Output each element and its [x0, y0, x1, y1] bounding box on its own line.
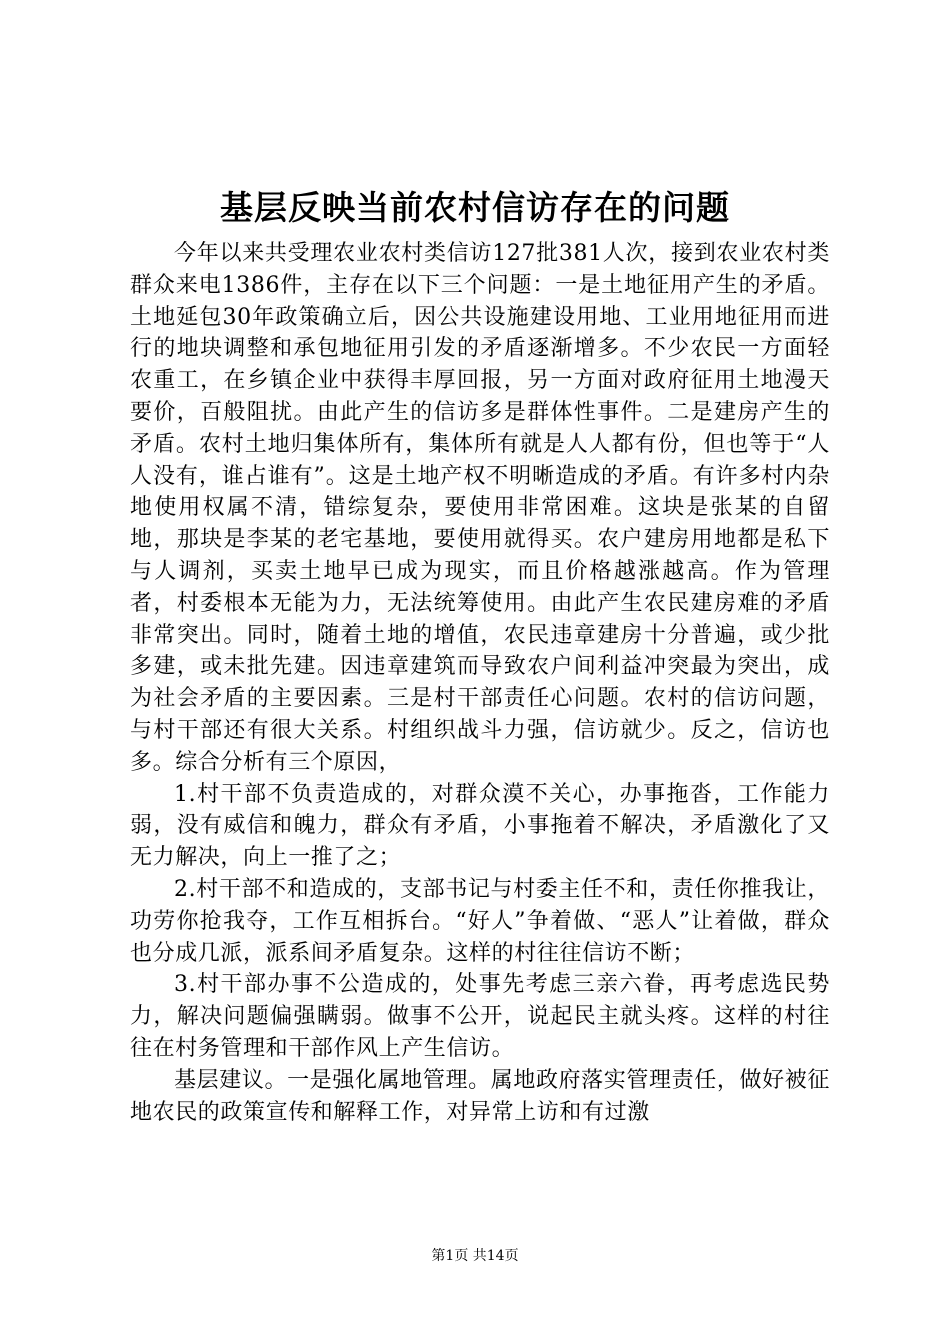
paragraph-reason-3: 3.村干部办事不公造成的，处事先考虑三亲六眷，再考虑选民势力，解决问题偏强瞒弱。做事不公开，说起民主就头疼。这样的村往往在村务管理和干部作风上产生信访。 [130, 972, 830, 1061]
paragraph-reason-2: 2.村干部不和造成的，支部书记与村委主任不和，责任你推我让，功劳你抢我夺，工作互相拆台。“好人”争着做、“恶人”让着做，群众也分成几派，派系间矛盾复杂。这样的村往往信访不断； [130, 876, 830, 966]
document-title: 基层反映当前农村信访存在的问题 [220, 188, 730, 227]
document-body [130, 238, 830, 1128]
paragraph-suggestions: 基层建议。一是强化属地管理。属地政府落实管理责任，做好被征地农民的政策宣传和解释工作，对异常上访和有过激 [130, 1067, 830, 1125]
paragraph-intro: 今年以来共受理农业农村类信访127批381人次，接到农业农村类群众来电1386件，主存在以下三个问题：一是土地征用产生的矛盾。土地延包30年政策确立后，因公共设施建设用地、工业用地征用而进行的地块调整和承包地征用引发的矛盾逐渐增多。不少农民一方面轻农重工，在乡镇企业中获得丰厚回报，另一方面对政府征用土地漫天要价，百般阻扰。由此产生的信访多是群体性事件。二是建房产生的矛盾。农村土地归集体所有，集体所有就是人人都有份，但也等于“人人没有，谁占谁有”。这是土地产权不明晰造成的矛盾。有许多村内杂地使用权属不清，错综复杂，要使用非常困难。这块是张某的自留地，那块是李某的老宅基地，要使用就得买。农户建房用地都是私下与人调剂，买卖土地早已成为现实，而且价格越涨越高。作为管理者，村委根本无能为力，无法统筹使用。由此产生农民建房难的矛盾非常突出。同时，随着土地的增值，农民违章建房十分普遍，或少批多建，或未批先建。因违章建筑而导致农户间利益冲突最为突出，成为社会矛盾的主要因素。三是村干部责任心问题。农村的信访问题，与村干部还有很大关系。村组织战斗力强，信访就少。反之，信访也多。综合分析有三个原因， [130, 241, 830, 775]
page-number-footer: 第1页 共14页 [431, 1248, 519, 1264]
paragraph-reason-1: 1.村干部不负责造成的，对群众漠不关心，办事拖沓，工作能力弱，没有威信和魄力，群众有矛盾，小事拖着不解决，矛盾激化了又无力解决，向上一推了之； [130, 781, 830, 871]
